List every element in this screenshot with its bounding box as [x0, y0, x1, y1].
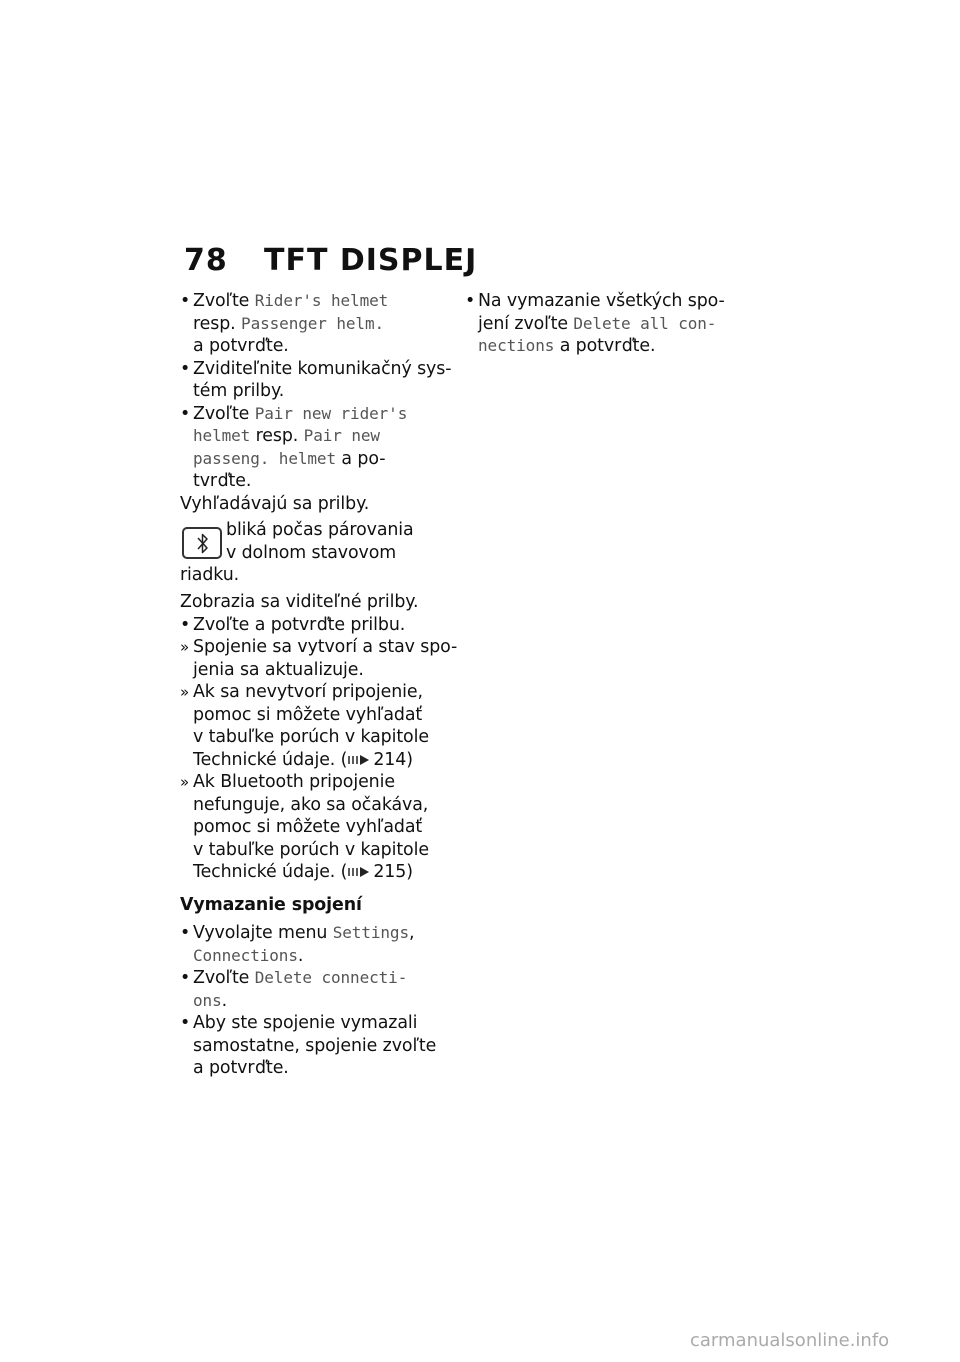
result-item: » Ak Bluetooth pripojenie: [180, 772, 395, 792]
list-item: • Zviditeľnite komunikačný sys-: [180, 358, 452, 379]
menu-item-ref: nections: [478, 336, 555, 355]
result-note: Vyhľadávajú sa prilby.: [180, 493, 370, 514]
bullet: •: [180, 614, 191, 635]
bullet: •: [180, 403, 191, 424]
list-item: • Zvoľte Delete connecti-: [180, 968, 408, 988]
page-number: 78: [184, 243, 228, 278]
bullet: •: [180, 358, 191, 379]
result-item: » Ak sa nevytvorí pripojenie,: [180, 682, 423, 702]
list-item: • Zvoľte Rider's helmet: [180, 291, 389, 311]
result-item: » Spojenie sa vytvorí a stav spo-: [180, 637, 458, 657]
menu-item-ref: Passenger helm.: [241, 313, 385, 333]
menu-item-ref: Delete all con-: [573, 313, 717, 333]
bluetooth-note: bliká počas párovania v dolnom stavovom riadku.: [180, 520, 414, 585]
result-marker: »: [180, 683, 190, 701]
menu-item-ref: Connections: [193, 945, 298, 965]
list-item: • Aby ste spojenie vymazali: [180, 1013, 418, 1033]
menu-item-ref: ons: [193, 990, 222, 1010]
watermark: carmanualsonline.info: [690, 1330, 890, 1351]
chapter-title: TFT DISPLEJ: [264, 243, 478, 278]
menu-item-ref: helmet: [193, 426, 251, 445]
menu-item-ref: Rider's helmet: [254, 291, 389, 310]
page-reference-arrow-icon: [347, 751, 373, 765]
left-column: • Zvoľte Rider's helmet resp. Passenger helm. a potvrďte. • Zviditeľnite komunikačný sys- tém prilby. • Zvoľte Pair new rider's helmet resp. Pair new passeng. helmet a po- tvrďte. Vyhľadávajú sa prilby. bliká počas párovania v dolnom stavovom riadku. Zobrazia sa viditeľné prilby. • Zvoľte a potvrďte prilbu. » Spojenie sa vytvorí a stav spo- jenia sa aktualizuje. » Ak sa nevytvorí pripojenie, pomoc si môžete vyhľadať v tabuľke porúch v kapitole Technické údaje. ( 214) » Ak Bluetooth pripojenie nefunguje, ako sa očakáva, pomoc si môžete vyhľadať v tabuľke porúch v kapitole Technické údaje. ( 215) Vymazanie spojení • Vyvolajte menu Settings, Connections. • Zvoľte Delete connecti- ons. • Aby ste spojenie vymazali samostatne, spojenie zvoľte a potvrďte.: [180, 291, 458, 1078]
bullet: •: [180, 291, 191, 311]
page-reference-arrow-icon: [347, 863, 373, 877]
page-reference[interactable]: 214): [373, 749, 413, 770]
bullet: •: [180, 1013, 191, 1033]
bullet: •: [180, 968, 191, 988]
page-reference[interactable]: 215): [373, 862, 413, 882]
page-header: [184, 243, 477, 278]
menu-item-ref: Pair new rider's: [254, 403, 408, 423]
bullet: •: [465, 291, 476, 311]
list-item: • Zvoľte Pair new rider's: [180, 403, 408, 424]
menu-item-ref: Pair new: [303, 426, 380, 445]
right-column: • Na vymazanie všetkých spo- jení zvoľte Delete all con- nections a potvrďte.: [465, 290, 745, 358]
bullet: •: [180, 923, 191, 943]
menu-item-ref: passeng. helmet: [193, 448, 336, 468]
result-marker: »: [180, 773, 190, 791]
section-heading: Vymazanie spojení: [180, 894, 362, 915]
list-item: • Zvoľte a potvrďte prilbu.: [180, 614, 406, 635]
result-marker: »: [180, 638, 190, 656]
bluetooth-icon: [182, 527, 222, 559]
menu-item-ref: Settings: [332, 923, 409, 942]
result-note: Zobrazia sa viditeľné prilby.: [180, 592, 419, 612]
list-item: • Vyvolajte menu Settings,: [180, 923, 415, 943]
list-item: • Na vymazanie všetkých spo-: [465, 291, 725, 311]
menu-item-ref: Delete connecti-: [254, 968, 408, 987]
